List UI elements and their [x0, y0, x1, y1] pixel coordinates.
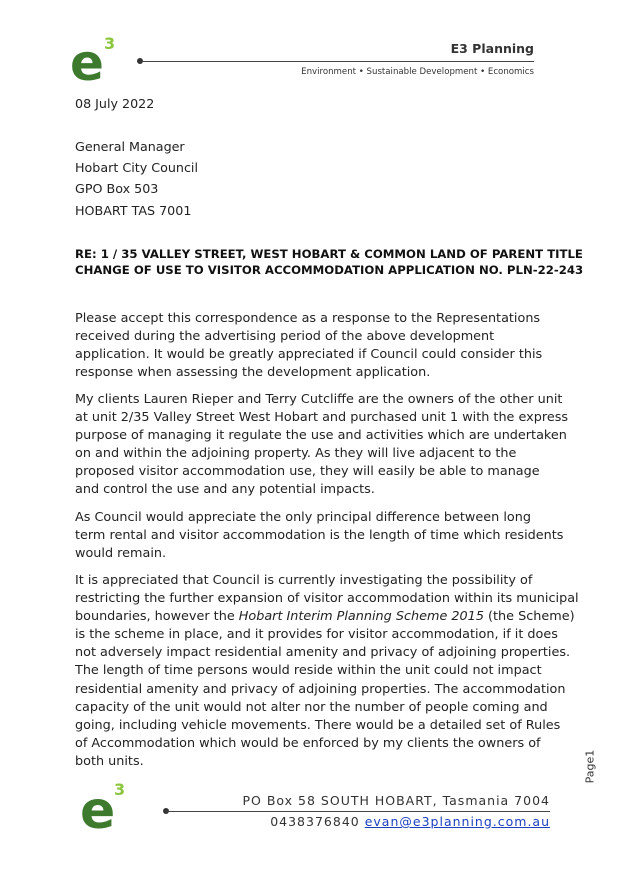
header-rule [140, 61, 534, 62]
footer-contact [270, 814, 550, 829]
paragraph-line: at unit 2/35 Valley Street West Hobart and purchased unit 1 with the express [75, 410, 569, 426]
paragraph-line: and control the use and any potential impacts. [75, 482, 375, 498]
paragraph-line: is the scheme in place, and it provides for visitor accommodation, if it does [75, 627, 558, 643]
page-number: Page1 [583, 749, 597, 784]
paragraph-line: on and within the adjoining property. As they will live adjacent to the [75, 446, 517, 462]
body-paragraph-4 [75, 572, 579, 771]
subject-line: CHANGE OF USE TO VISITOR ACCOMMODATION APPLICATION NO. PLN-22-243 [75, 263, 584, 277]
body-paragraph-2 [75, 391, 569, 500]
paragraph-line: term rental and visitor accommodation is the length of time which residents [75, 528, 564, 544]
footer-rule [166, 811, 550, 812]
company-tagline: Environment • Sustainable Development • Economics [301, 67, 534, 77]
paragraph-line: Please accept this correspondence as a response to the Representations [75, 311, 541, 326]
paragraph-line: restricting the further expansion of visitor accommodation within its municipal [75, 591, 579, 607]
logo-letter: e [70, 34, 104, 86]
letter-date: 08 July 2022 [75, 96, 155, 111]
paragraph-line: application. It would be greatly appreciated if Council could consider this [75, 347, 543, 363]
paragraph-line: capacity of the unit would not alter nor the number of people coming and [75, 699, 548, 715]
company-name: E3 Planning [450, 41, 534, 56]
paragraph-line: It is appreciated that Council is currently investigating the possibility of [75, 573, 533, 588]
paragraph-line: both units. [75, 753, 144, 769]
paragraph-line: would remain. [75, 546, 167, 562]
line-text: boundaries, however the [75, 609, 239, 625]
paragraph-line: My clients Lauren Rieper and Terry Cutcliffe are the owners of the other unit [75, 392, 563, 407]
e3-logo [66, 32, 122, 86]
body-paragraph-1 [75, 310, 551, 382]
line-text: (the Scheme) [483, 609, 575, 625]
body-paragraph-3 [75, 509, 564, 563]
footer-phone: 0438376840 [270, 814, 360, 829]
footer-email-link[interactable]: evan@e3planning.com.au [364, 814, 550, 829]
paragraph-line: residential amenity and privacy of adjoining properties. The accommodation [75, 681, 566, 697]
paragraph-line: proposed visitor accommodation use, they will easily be able to manage [75, 464, 540, 480]
paragraph-line: not adversely impact residential amenity and privacy of adjoining properties. [75, 645, 571, 661]
paragraph-line: As Council would appreciate the only principal difference between long [75, 510, 531, 525]
paragraph-line: going, including vehicle movements. There would be a detailed set of Rules [75, 717, 561, 733]
recipient-line: HOBART TAS 7001 [75, 203, 192, 218]
logo-superscript: 3 [104, 34, 116, 53]
paragraph-line: response when assessing the development application. [75, 365, 431, 381]
recipient-line: General Manager [75, 139, 185, 154]
scheme-title: Hobart Interim Planning Scheme 2015 [238, 609, 484, 625]
recipient-line: GPO Box 503 [75, 181, 159, 196]
paragraph-line: of Accommodation which would be enforced by my clients the owners of [75, 735, 541, 751]
footer-address: PO Box 58 SOUTH HOBART, Tasmania 7004 [242, 793, 550, 808]
paragraph-line: The length of time persons would reside within the unit could not impact [75, 663, 542, 679]
paragraph-line [75, 608, 575, 626]
recipient-line: Hobart City Council [75, 160, 198, 175]
e3-footer-logo [78, 778, 134, 834]
paragraph-line: purpose of managing it regulate the use and activities which are undertaken [75, 428, 567, 444]
paragraph-line: received during the advertising period of the above development [75, 329, 495, 345]
subject-line: RE: 1 / 35 VALLEY STREET, WEST HOBART & COMMON LAND OF PARENT TITLE [75, 247, 583, 261]
logo-letter: e [80, 781, 116, 834]
logo-superscript: 3 [114, 780, 126, 799]
